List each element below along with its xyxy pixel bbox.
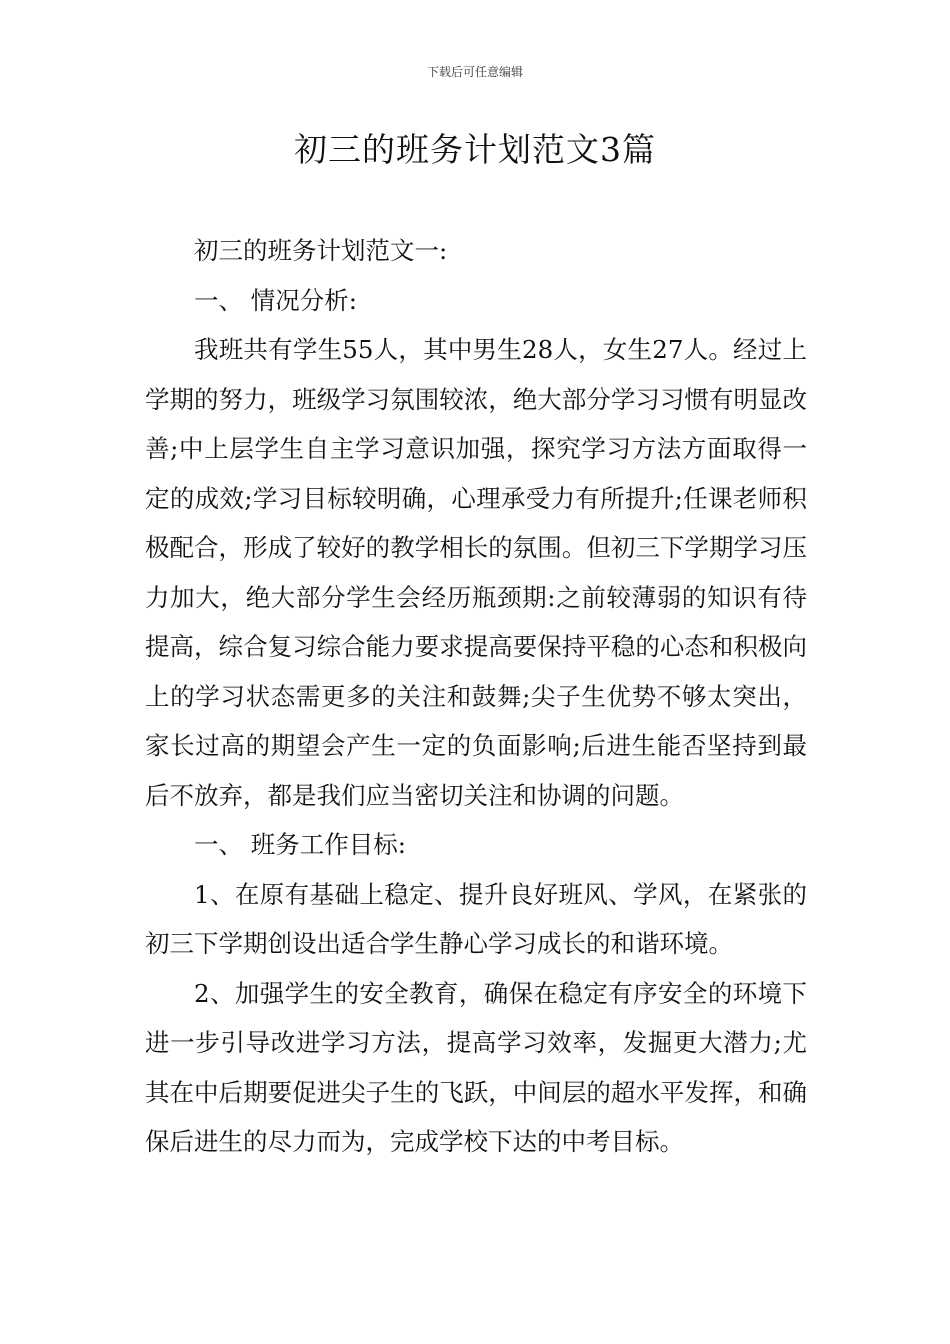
body-paragraph: 2、加强学生的安全教育，确保在稳定有序安全的环境下进一步引导改进学习方法，提高学习效率，发掘更大潜力;尤其在中后期要促进尖子生的飞跃，中间层的超水平发挥，和确保后进生的尽力而为，完成学校下达的中考目标。 xyxy=(145,978,807,1156)
body-paragraph: 我班共有学生55人，其中男生28人，女生27人。经过上学期的努力，班级学习氛围较浓，绝大部分学习习惯有明显改善;中上层学生自主学习意识加强，探究学习方法方面取得一定的成效;学习目标较明确，心理承受力有所提升;任课老师积极配合，形成了较好的教学相长的氛围。但初三下学期学习压力加大，绝大部分学生会经历瓶颈期:之前较薄弱的知识有待提高，综合复习综合能力要求提高要保持平稳的心态和积极向上的学习状态需更多的关注和鼓舞;尖子生优势不够太突出，家长过高的期望会产生一定的负面影响;后进生能否坚持到最后不放弃，都是我们应当密切关注和协调的问题。 xyxy=(145,335,807,810)
header-note: 下载后可任意编辑 xyxy=(426,65,523,79)
body-paragraph: 1、在原有基础上稳定、提升良好班风、学风，在紧张的初三下学期创设出适合学生静心学习成长的和谐环境。 xyxy=(145,879,807,958)
document-title: 初三的班务计划范文3篇 xyxy=(294,130,656,169)
subsection-heading: 一、 情况分析: xyxy=(194,285,358,315)
section-heading: 初三的班务计划范文一: xyxy=(194,236,448,265)
subsection-heading: 一、 班务工作目标: xyxy=(194,830,407,859)
document-body xyxy=(145,226,807,1167)
